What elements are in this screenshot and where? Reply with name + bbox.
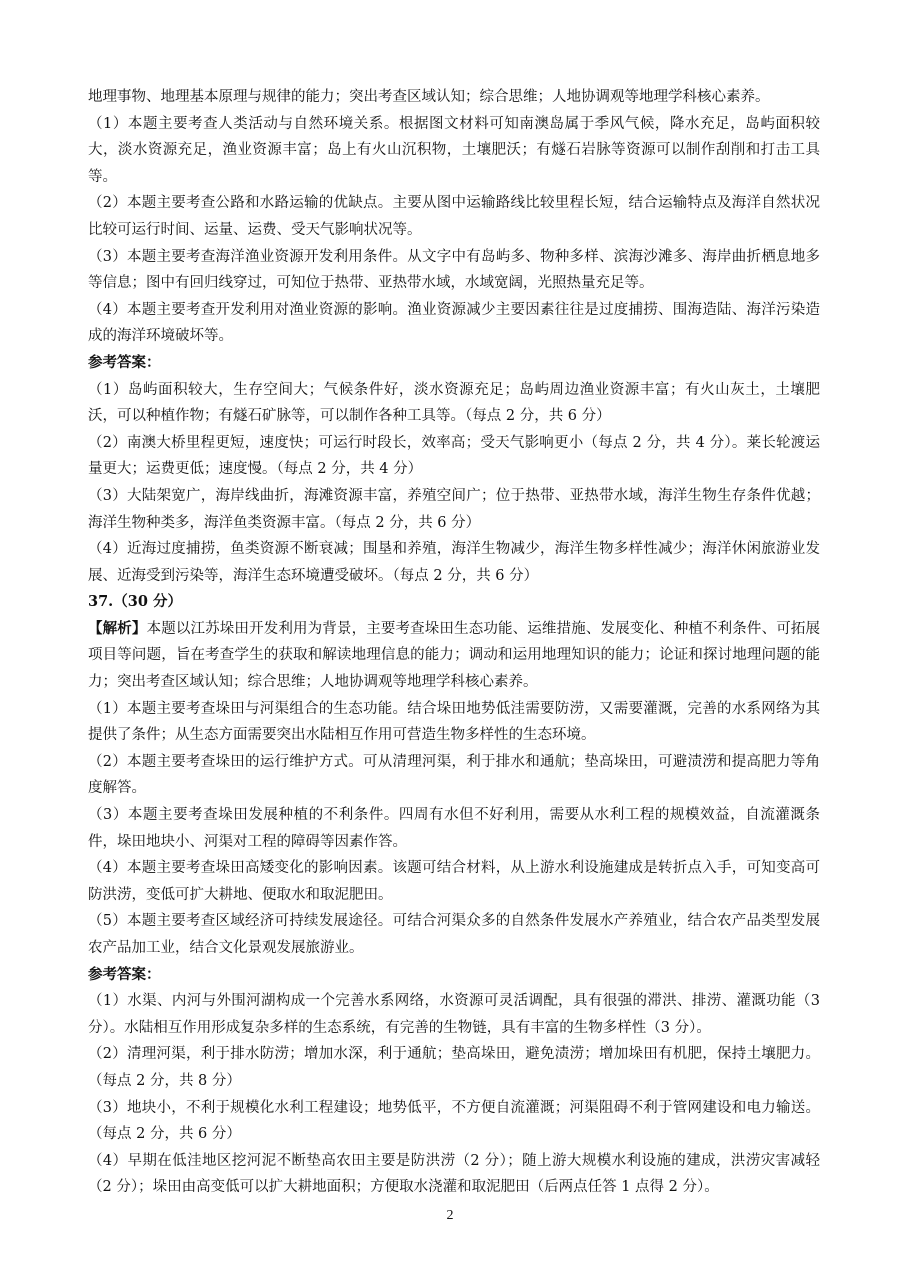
analysis-point: （4）本题主要考查垛田高矮变化的影响因素。该题可结合材料，从上游水利设施建成是转折点入手，可知变高可防洪涝，变低可扩大耕地、便取水和取泥肥田。	[88, 860, 820, 903]
answer-item: （1）水渠、内河与外围河湖构成一个完善水系网络，水资源可灵活调配，具有很强的滞洪、排涝、灌溉功能（3 分）。水陆相互作用形成复杂多样的生态系统，有完善的生物链，具有丰富的生物多样性（3 分）。	[88, 993, 820, 1036]
answer-item: （1）岛屿面积较大，生存空间大；气候条件好，淡水资源充足；岛屿周边渔业资源丰富；有火山灰土，土壤肥沃，可以种植作物；有燧石矿脉等，可以制作各种工具等。（每点 2 分，共 6 分）	[88, 381, 820, 425]
page-content	[88, 84, 820, 1201]
page-number: 2	[446, 1208, 454, 1223]
answer-item: （4）早期在低洼地区挖河泥不断垫高农田主要是防洪涝（2 分）；随上游大规模水利设施的建成，洪涝灾害减轻（2 分）；垛田由高变低可以扩大耕地面积；方便取水浇灌和取泥肥田（后两点任答 1 点得 2 分）。	[88, 1152, 820, 1196]
analysis-point: （2）本题主要考查垛田的运行维护方式。可从清理河渠，利于排水和通航；垫高垛田，可避渍涝和提高肥力等角度解答。	[88, 753, 820, 797]
answer-item: （2）南澳大桥里程更短，速度快；可运行时段长，效率高；受天气影响更小（每点 2 分，共 4 分）。莱长轮渡运量更大；运费更低；速度慢。（每点 2 分，共 4 分）	[88, 434, 820, 478]
paragraph: （2）本题主要考查公路和水路运输的优缺点。主要从图中运输路线比较里程长短，结合运输特点及海洋自然状况比较可运行时间、运量、运费、受天气影响状况等。	[88, 195, 820, 238]
answer-item: （2）清理河渠，利于排水防涝；增加水深，利于通航；垫高垛田，避免渍涝；增加垛田有机肥，保持土壤肥力。（每点 2 分，共 8 分）	[88, 1046, 820, 1089]
answer-heading: 参考答案：	[88, 353, 161, 371]
question-number: 37.（30 分）	[88, 593, 182, 611]
answer-item: （3）大陆架宽广，海岸线曲折，海滩资源丰富，养殖空间广；位于热带、亚热带水域，海洋生物生存条件优越；海洋生物种类多，海洋鱼类资源丰富。（每点 2 分，共 6 分）	[88, 487, 820, 531]
paragraph: （4）本题主要考查开发利用对渔业资源的影响。渔业资源减少主要因素往往是过度捕捞、围海造陆、海洋污染造成的海洋环境破坏等。	[88, 301, 820, 345]
analysis-point: （1）本题主要考查垛田与河渠组合的生态功能。结合垛田地势低洼需要防涝，又需要灌溉，完善的水系网络为其提供了条件；从生态方面需要突出水陆相互作用可营造生物多样性的生态环境。	[88, 700, 820, 744]
paragraph: 地理事物、地理基本原理与规律的能力；突出考查区域认知；综合思维；人地协调观等地理学科核心素养。	[88, 89, 770, 105]
answer-item: （4）近海过度捕捞，鱼类资源不断衰减；围垦和养殖，海洋生物减少，海洋生物多样性减少；海洋休闲旅游业发展、近海受到污染等，海洋生态环境遭受破坏。（每点 2 分，共 6 分）	[88, 541, 820, 584]
analysis-point: （3）本题主要考查垛田发展种植的不利条件。四周有水但不好利用，需要从水利工程的规模效益，自流灌溉条件，垛田地块小、河渠对工程的障碍等因素作答。	[88, 807, 820, 850]
analysis-label: 【解析】	[88, 619, 147, 637]
paragraph: （3）本题主要考查海洋渔业资源开发利用条件。从文字中有岛屿多、物种多样、滨海沙滩多、海岸曲折栖息地多等信息；图中有回归线穿过，可知位于热带、亚热带水域，水域宽阔，光照热量充足等。	[88, 248, 820, 292]
paragraph: （1）本题主要考查人类活动与自然环境关系。根据图文材料可知南澳岛属于季风气候，降水充足，岛屿面积较大，淡水资源充足，渔业资源丰富；岛上有火山沉积物，土壤肥沃；有燧石岩脉等资源可以制作刮削和打击工具等。	[88, 115, 820, 185]
analysis-point: （5）本题主要考查区域经济可持续发展途径。可结合河渠众多的自然条件发展水产养殖业，结合农产品类型发展农产品加工业，结合文化景观发展旅游业。	[88, 913, 820, 956]
analysis-intro	[88, 616, 820, 696]
analysis-text: 本题以江苏垛田开发利用为背景，主要考查垛田生态功能、运维措施、发展变化、种植不利条件、可拓展项目等问题，旨在考查学生的获取和解读地理信息的能力；调动和运用地理知识的能力；论证和探讨地理问题的能力；突出考查区域认知；综合思维；人地协调观等地理学科核心素养。	[88, 620, 821, 691]
answer-item: （3）地块小，不利于规模化水利工程建设；地势低平，不方便自流灌溉；河渠阻碍不利于管网建设和电力输送。（每点 2 分，共 6 分）	[88, 1099, 820, 1143]
answer-heading: 参考答案：	[88, 965, 161, 983]
